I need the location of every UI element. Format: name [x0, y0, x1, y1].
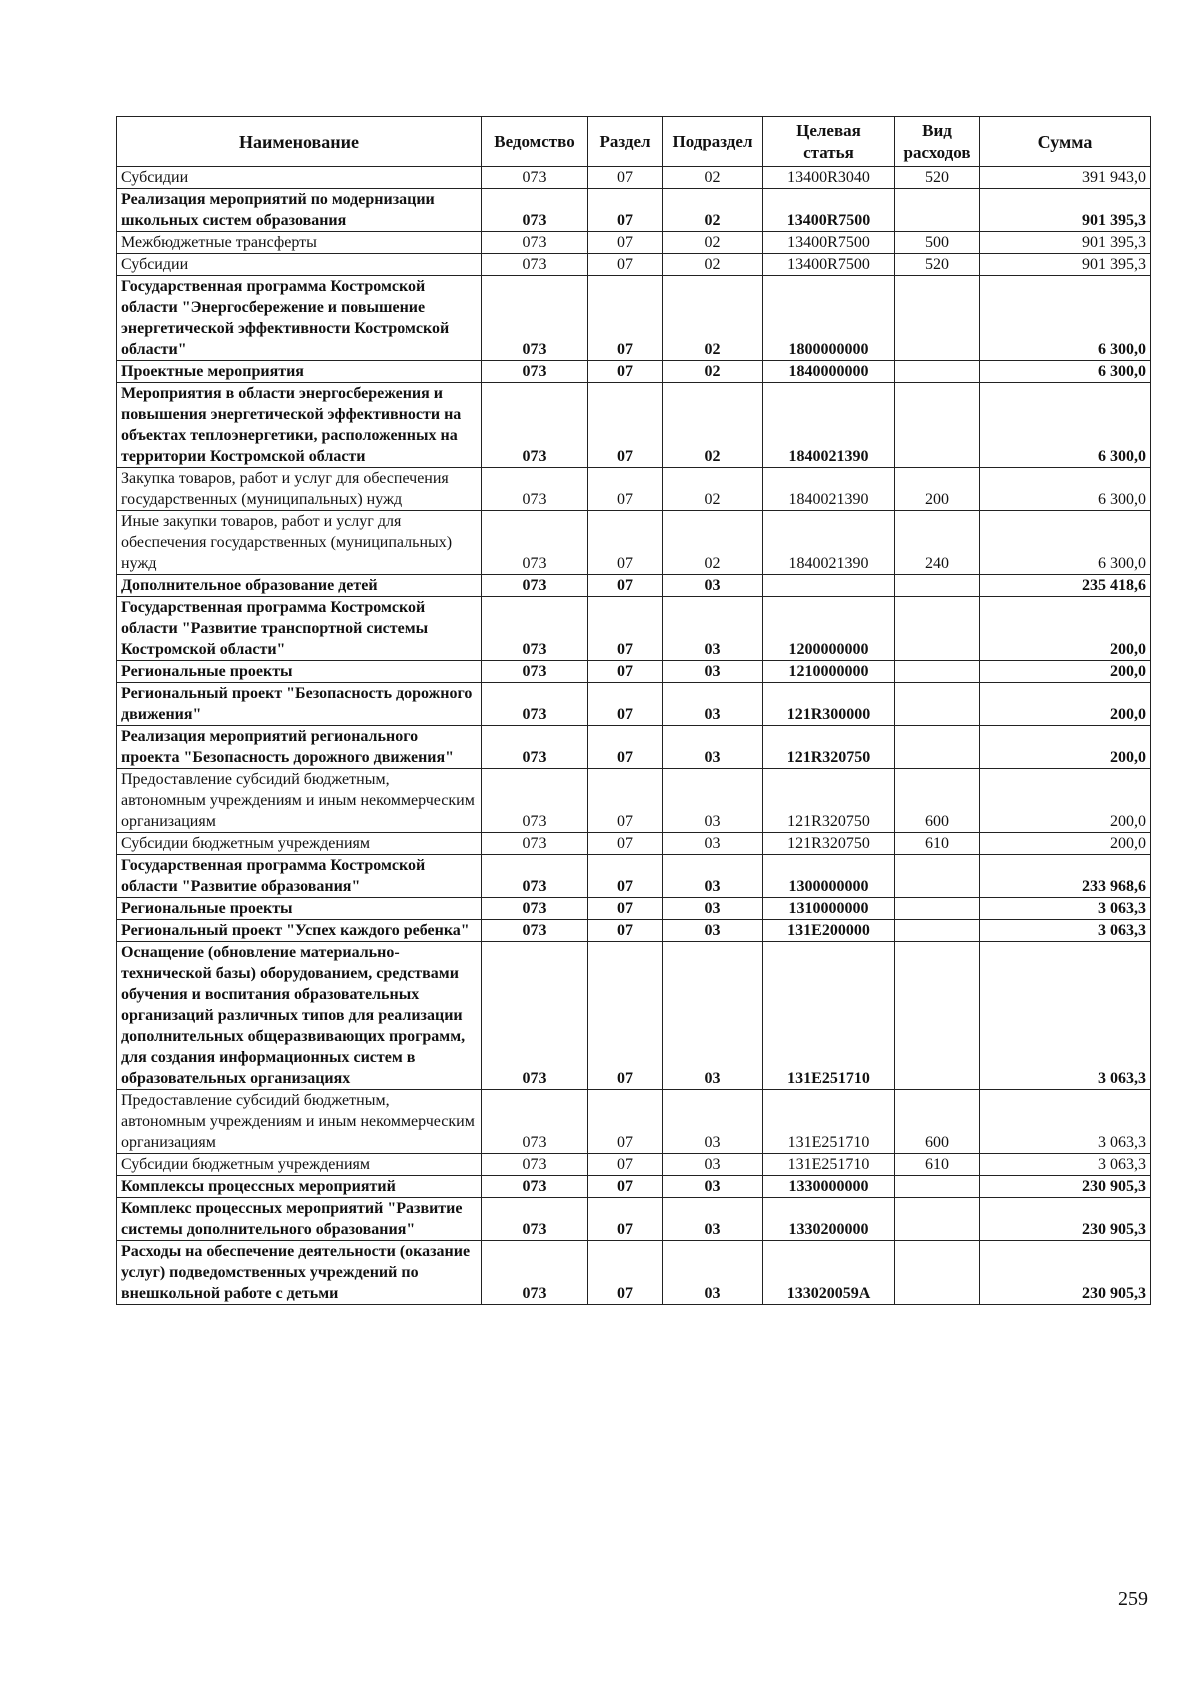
cell-name: Комплекс процессных мероприятий "Развитие системы дополнительного образования"	[117, 1198, 482, 1241]
cell-celevaya-statya: 121R320750	[763, 726, 895, 769]
cell-podrazdel: 02	[663, 511, 763, 575]
header-name: Наименование	[117, 117, 482, 167]
cell-vedomstvo: 073	[482, 597, 588, 661]
cell-name: Региональные проекты	[117, 661, 482, 683]
cell-vid-rashodov: 200	[895, 468, 980, 511]
cell-vid-rashodov: 600	[895, 769, 980, 833]
cell-summa: 235 418,6	[980, 575, 1151, 597]
cell-razdel: 07	[588, 383, 663, 468]
table-row	[117, 254, 1151, 276]
cell-razdel: 07	[588, 898, 663, 920]
cell-summa: 901 395,3	[980, 189, 1151, 232]
cell-razdel: 07	[588, 597, 663, 661]
cell-summa: 200,0	[980, 769, 1151, 833]
cell-name: Региональные проекты	[117, 898, 482, 920]
cell-name: Иные закупки товаров, работ и услуг для обеспечения государственных (муниципальных) нужд	[117, 511, 482, 575]
cell-name: Субсидии	[117, 254, 482, 276]
cell-name: Региональный проект "Безопасность дорожного движения"	[117, 683, 482, 726]
cell-vid-rashodov	[895, 726, 980, 769]
cell-podrazdel: 03	[663, 833, 763, 855]
cell-celevaya-statya: 1840021390	[763, 511, 895, 575]
cell-razdel: 07	[588, 361, 663, 383]
table-row	[117, 942, 1151, 1090]
cell-celevaya-statya: 1330200000	[763, 1198, 895, 1241]
header-celevaya-statya	[763, 117, 895, 167]
cell-vedomstvo: 073	[482, 942, 588, 1090]
table-row	[117, 232, 1151, 254]
table-row	[117, 769, 1151, 833]
cell-vedomstvo: 073	[482, 769, 588, 833]
cell-celevaya-statya: 131E251710	[763, 1154, 895, 1176]
cell-razdel: 07	[588, 167, 663, 189]
table-row	[117, 1241, 1151, 1305]
cell-razdel: 07	[588, 1154, 663, 1176]
table-row	[117, 1176, 1151, 1198]
cell-celevaya-statya: 13400R7500	[763, 189, 895, 232]
cell-name: Реализация мероприятий регионального проекта "Безопасность дорожного движения"	[117, 726, 482, 769]
table-row	[117, 511, 1151, 575]
cell-celevaya-statya: 13400R3040	[763, 167, 895, 189]
table-row	[117, 855, 1151, 898]
cell-vedomstvo: 073	[482, 254, 588, 276]
cell-razdel: 07	[588, 232, 663, 254]
cell-vedomstvo: 073	[482, 167, 588, 189]
cell-podrazdel: 03	[663, 920, 763, 942]
header-razdel: Раздел	[588, 117, 663, 167]
cell-podrazdel: 03	[663, 1090, 763, 1154]
cell-podrazdel: 03	[663, 898, 763, 920]
cell-vedomstvo: 073	[482, 511, 588, 575]
cell-razdel: 07	[588, 769, 663, 833]
cell-podrazdel: 03	[663, 1154, 763, 1176]
cell-summa: 3 063,3	[980, 942, 1151, 1090]
cell-name: Реализация мероприятий по модернизации школьных систем образования	[117, 189, 482, 232]
cell-vedomstvo: 073	[482, 276, 588, 361]
table-row	[117, 276, 1151, 361]
cell-vedomstvo: 073	[482, 683, 588, 726]
cell-name: Мероприятия в области энергосбережения и повышения энергетической эффективности на объектах теплоэнергетики, расположенных на территории Костромской области	[117, 383, 482, 468]
cell-vedomstvo: 073	[482, 898, 588, 920]
cell-summa: 3 063,3	[980, 898, 1151, 920]
cell-vedomstvo: 073	[482, 189, 588, 232]
table-row	[117, 833, 1151, 855]
cell-name: Государственная программа Костромской области "Развитие образования"	[117, 855, 482, 898]
cell-celevaya-statya: 13400R7500	[763, 232, 895, 254]
cell-vedomstvo: 073	[482, 468, 588, 511]
cell-celevaya-statya: 121R320750	[763, 833, 895, 855]
table-row	[117, 575, 1151, 597]
cell-summa: 901 395,3	[980, 254, 1151, 276]
cell-summa: 3 063,3	[980, 1090, 1151, 1154]
cell-summa: 200,0	[980, 726, 1151, 769]
cell-vedomstvo: 073	[482, 726, 588, 769]
cell-razdel: 07	[588, 511, 663, 575]
cell-summa: 6 300,0	[980, 361, 1151, 383]
cell-vedomstvo: 073	[482, 833, 588, 855]
cell-razdel: 07	[588, 189, 663, 232]
cell-vid-rashodov	[895, 898, 980, 920]
cell-celevaya-statya: 1800000000	[763, 276, 895, 361]
cell-summa: 901 395,3	[980, 232, 1151, 254]
cell-summa: 391 943,0	[980, 167, 1151, 189]
header-summa: Сумма	[980, 117, 1151, 167]
header-vid-line1: Вид	[922, 120, 952, 140]
cell-name: Государственная программа Костромской области "Развитие транспортной системы Костромской области"	[117, 597, 482, 661]
cell-celevaya-statya: 1840021390	[763, 383, 895, 468]
cell-vid-rashodov: 520	[895, 167, 980, 189]
cell-vid-rashodov	[895, 361, 980, 383]
cell-razdel: 07	[588, 683, 663, 726]
cell-podrazdel: 03	[663, 1198, 763, 1241]
cell-podrazdel: 02	[663, 254, 763, 276]
cell-razdel: 07	[588, 1241, 663, 1305]
cell-summa: 230 905,3	[980, 1198, 1151, 1241]
cell-vedomstvo: 073	[482, 361, 588, 383]
cell-name: Проектные мероприятия	[117, 361, 482, 383]
cell-celevaya-statya: 133020059А	[763, 1241, 895, 1305]
cell-name: Дополнительное образование детей	[117, 575, 482, 597]
cell-celevaya-statya: 121R320750	[763, 769, 895, 833]
cell-summa: 200,0	[980, 661, 1151, 683]
header-vid-line2: расходов	[903, 142, 971, 162]
table-row	[117, 167, 1151, 189]
cell-razdel: 07	[588, 855, 663, 898]
cell-celevaya-statya: 1840021390	[763, 468, 895, 511]
cell-celevaya-statya: 1840000000	[763, 361, 895, 383]
cell-name: Закупка товаров, работ и услуг для обеспечения государственных (муниципальных) нужд	[117, 468, 482, 511]
cell-vid-rashodov: 520	[895, 254, 980, 276]
cell-summa: 230 905,3	[980, 1176, 1151, 1198]
cell-vid-rashodov: 500	[895, 232, 980, 254]
cell-razdel: 07	[588, 942, 663, 1090]
cell-vid-rashodov: 600	[895, 1090, 980, 1154]
table-row	[117, 920, 1151, 942]
table-row	[117, 661, 1151, 683]
cell-podrazdel: 03	[663, 942, 763, 1090]
cell-vid-rashodov	[895, 597, 980, 661]
table-header-row	[117, 117, 1151, 167]
cell-podrazdel: 02	[663, 276, 763, 361]
cell-podrazdel: 02	[663, 361, 763, 383]
cell-name: Расходы на обеспечение деятельности (оказание услуг) подведомственных учреждений по внешкольной работе с детьми	[117, 1241, 482, 1305]
cell-name: Субсидии бюджетным учреждениям	[117, 833, 482, 855]
table-row	[117, 1198, 1151, 1241]
header-vid-rashodov	[895, 117, 980, 167]
cell-name: Государственная программа Костромской области "Энергосбережение и повышение энергетической эффективности Костромской области"	[117, 276, 482, 361]
table-row	[117, 726, 1151, 769]
cell-summa: 6 300,0	[980, 276, 1151, 361]
cell-vid-rashodov: 240	[895, 511, 980, 575]
cell-vid-rashodov	[895, 1241, 980, 1305]
table-row	[117, 898, 1151, 920]
cell-vedomstvo: 073	[482, 1154, 588, 1176]
cell-podrazdel: 03	[663, 726, 763, 769]
cell-razdel: 07	[588, 1198, 663, 1241]
cell-vid-rashodov	[895, 942, 980, 1090]
cell-vedomstvo: 073	[482, 232, 588, 254]
cell-podrazdel: 03	[663, 575, 763, 597]
cell-podrazdel: 03	[663, 855, 763, 898]
cell-vedomstvo: 073	[482, 575, 588, 597]
cell-vedomstvo: 073	[482, 1176, 588, 1198]
cell-vid-rashodov	[895, 383, 980, 468]
table-row	[117, 468, 1151, 511]
cell-name: Субсидии	[117, 167, 482, 189]
cell-summa: 6 300,0	[980, 511, 1151, 575]
cell-vid-rashodov	[895, 661, 980, 683]
table-row	[117, 189, 1151, 232]
cell-vid-rashodov	[895, 683, 980, 726]
cell-celevaya-statya	[763, 575, 895, 597]
cell-vid-rashodov	[895, 1176, 980, 1198]
cell-podrazdel: 03	[663, 683, 763, 726]
cell-celevaya-statya: 1200000000	[763, 597, 895, 661]
cell-summa: 200,0	[980, 683, 1151, 726]
cell-name: Комплексы процессных мероприятий	[117, 1176, 482, 1198]
page-number: 259	[1118, 1588, 1148, 1610]
cell-vid-rashodov	[895, 189, 980, 232]
cell-vedomstvo: 073	[482, 1090, 588, 1154]
table-row	[117, 1090, 1151, 1154]
cell-podrazdel: 02	[663, 189, 763, 232]
cell-name: Региональный проект "Успех каждого ребенка"	[117, 920, 482, 942]
header-celevaya-line1: Целевая	[796, 120, 861, 140]
cell-celevaya-statya: 1210000000	[763, 661, 895, 683]
cell-celevaya-statya: 1310000000	[763, 898, 895, 920]
cell-summa: 230 905,3	[980, 1241, 1151, 1305]
table-row	[117, 383, 1151, 468]
header-vedomstvo: Ведомство	[482, 117, 588, 167]
cell-razdel: 07	[588, 1090, 663, 1154]
cell-name: Оснащение (обновление материально-технической базы) оборудованием, средствами обучения и воспитания образовательных организаций различных типов для реализации дополнительных общеразвивающих программ, для создания информационных систем в образовательных организациях	[117, 942, 482, 1090]
cell-vedomstvo: 073	[482, 383, 588, 468]
cell-podrazdel: 03	[663, 1176, 763, 1198]
cell-razdel: 07	[588, 833, 663, 855]
budget-table	[116, 116, 1151, 1305]
cell-vid-rashodov	[895, 920, 980, 942]
cell-summa: 233 968,6	[980, 855, 1151, 898]
cell-name: Субсидии бюджетным учреждениям	[117, 1154, 482, 1176]
table-row	[117, 683, 1151, 726]
cell-vedomstvo: 073	[482, 920, 588, 942]
cell-celevaya-statya: 131E251710	[763, 942, 895, 1090]
cell-podrazdel: 02	[663, 167, 763, 189]
cell-vedomstvo: 073	[482, 1241, 588, 1305]
cell-vid-rashodov: 610	[895, 833, 980, 855]
cell-summa: 200,0	[980, 833, 1151, 855]
cell-razdel: 07	[588, 726, 663, 769]
table-row	[117, 361, 1151, 383]
cell-podrazdel: 02	[663, 232, 763, 254]
table-body	[117, 167, 1151, 1305]
cell-vedomstvo: 073	[482, 661, 588, 683]
table-row	[117, 1154, 1151, 1176]
cell-razdel: 07	[588, 276, 663, 361]
cell-podrazdel: 02	[663, 468, 763, 511]
cell-vid-rashodov	[895, 276, 980, 361]
cell-summa: 6 300,0	[980, 383, 1151, 468]
cell-summa: 3 063,3	[980, 1154, 1151, 1176]
cell-podrazdel: 03	[663, 1241, 763, 1305]
cell-summa: 200,0	[980, 597, 1151, 661]
cell-celevaya-statya: 13400R7500	[763, 254, 895, 276]
header-celevaya-line2: статья	[803, 142, 854, 162]
cell-podrazdel: 03	[663, 661, 763, 683]
cell-vid-rashodov	[895, 1198, 980, 1241]
cell-podrazdel: 03	[663, 769, 763, 833]
cell-razdel: 07	[588, 920, 663, 942]
cell-razdel: 07	[588, 468, 663, 511]
cell-podrazdel: 02	[663, 383, 763, 468]
cell-celevaya-statya: 121R300000	[763, 683, 895, 726]
cell-vid-rashodov	[895, 575, 980, 597]
cell-razdel: 07	[588, 254, 663, 276]
cell-celevaya-statya: 1300000000	[763, 855, 895, 898]
cell-vid-rashodov	[895, 855, 980, 898]
cell-vid-rashodov: 610	[895, 1154, 980, 1176]
table-row	[117, 597, 1151, 661]
cell-razdel: 07	[588, 575, 663, 597]
cell-razdel: 07	[588, 1176, 663, 1198]
cell-summa: 3 063,3	[980, 920, 1151, 942]
header-podrazdel: Подраздел	[663, 117, 763, 167]
cell-name: Предоставление субсидий бюджетным, автономным учреждениям и иным некоммерческим организациям	[117, 1090, 482, 1154]
cell-summa: 6 300,0	[980, 468, 1151, 511]
cell-name: Межбюджетные трансферты	[117, 232, 482, 254]
cell-podrazdel: 03	[663, 597, 763, 661]
cell-celevaya-statya: 1330000000	[763, 1176, 895, 1198]
cell-celevaya-statya: 131E200000	[763, 920, 895, 942]
cell-razdel: 07	[588, 661, 663, 683]
cell-vedomstvo: 073	[482, 1198, 588, 1241]
cell-vedomstvo: 073	[482, 855, 588, 898]
cell-name: Предоставление субсидий бюджетным, автономным учреждениям и иным некоммерческим организациям	[117, 769, 482, 833]
cell-celevaya-statya: 131E251710	[763, 1090, 895, 1154]
